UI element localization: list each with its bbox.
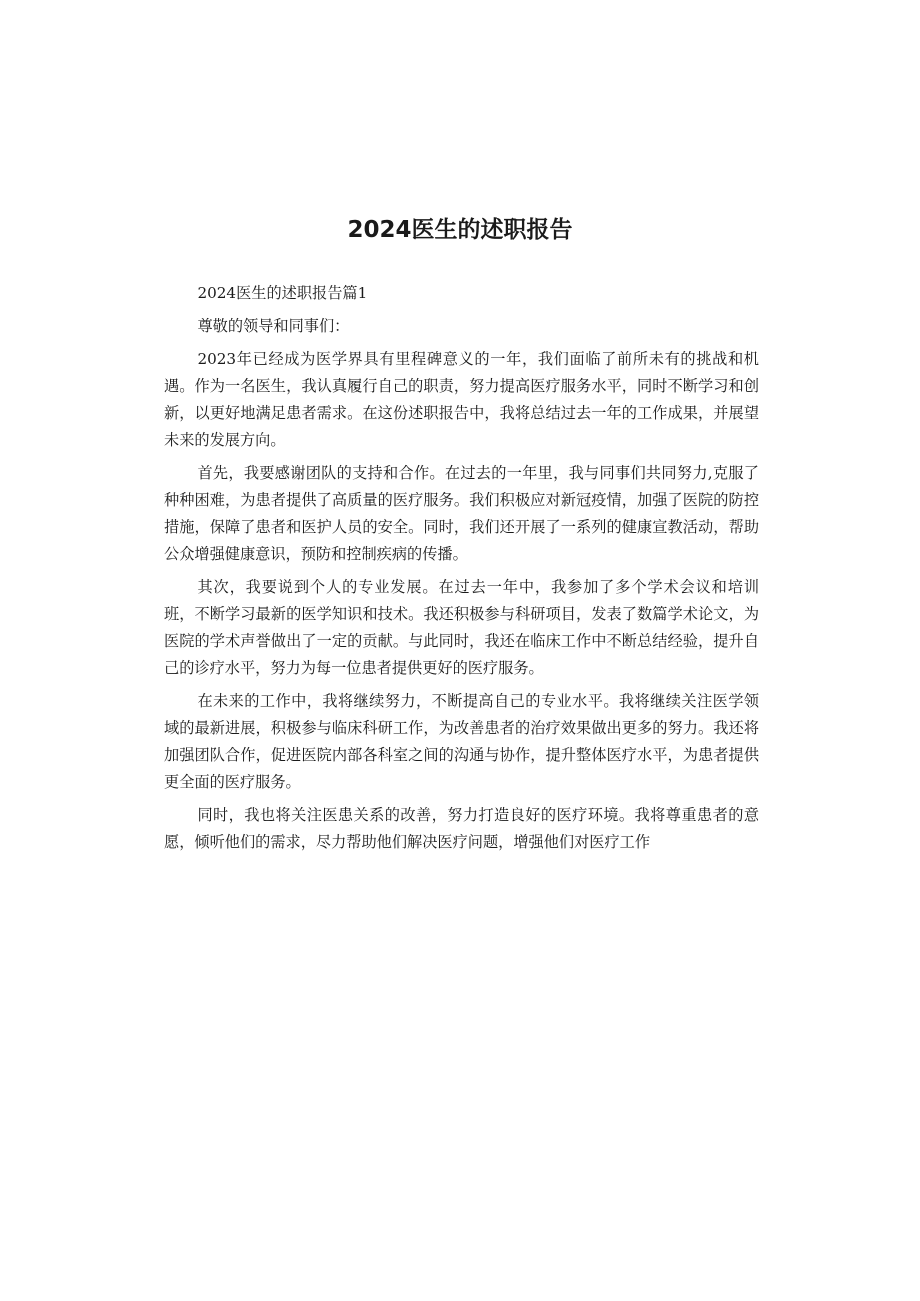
- document-title: 2024医生的述职报告: [347, 217, 573, 243]
- section-heading: 2024医生的述职报告篇1: [197, 284, 368, 302]
- paragraph-teamwork: 首先，我要感谢团队的支持和合作。在过去的一年里，我与同事们共同努力,克服了种种困难，为患者提供了高质量的医疗服务。我们积极应对新冠疫情，加强了医院的防控措施，保障了患者和医护人员的安全。同时，我们还开展了一系列的健康宣教活动，帮助公众增强健康意识，预防和控制疾病的传播。: [164, 464, 759, 563]
- paragraph-future-work: 在未来的工作中，我将继续努力，不断提高自己的专业水平。我将继续关注医学领域的最新进展，积极参与临床科研工作，为改善患者的治疗效果做出更多的努力。我还将加强团队合作，促进医院内部各科室之间的沟通与协作，提升整体医疗水平，为患者提供更全面的医疗服务。: [164, 692, 759, 791]
- paragraph-professional-development: 其次，我要说到个人的专业发展。在过去一年中，我参加了多个学术会议和培训班，不断学习最新的医学知识和技术。我还积极参与科研项目，发表了数篇学术论文，为医院的学术声誉做出了一定的贡献。与此同时，我还在临床工作中不断总结经验，提升自己的诊疗水平，努力为每一位患者提供更好的医疗服务。: [164, 578, 759, 677]
- paragraph-intro: 2023年已经成为医学界具有里程碑意义的一年，我们面临了前所未有的挑战和机遇。作为一名医生，我认真履行自己的职责，努力提高医疗服务水平，同时不断学习和创新，以更好地满足患者需求。在这份述职报告中，我将总结过去一年的工作成果，并展望未来的发展方向。: [164, 350, 759, 449]
- salutation: 尊敬的领导和同事们：: [197, 317, 350, 335]
- paragraph-doctor-patient: 同时，我也将关注医患关系的改善，努力打造良好的医疗环境。我将尊重患者的意愿，倾听他们的需求，尽力帮助他们解决医疗问题，增强他们对医疗工作: [164, 806, 759, 851]
- document-body: [164, 280, 759, 862]
